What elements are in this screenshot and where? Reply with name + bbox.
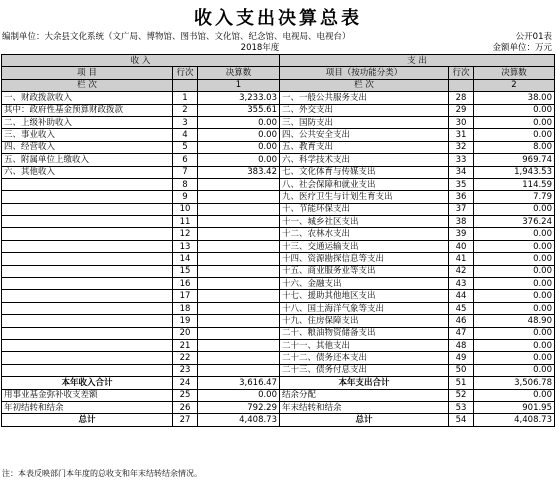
- income-lane-blank: [173, 79, 198, 91]
- table-row: [2, 129, 555, 141]
- table-row: [2, 339, 555, 351]
- lane-header-row: [2, 79, 555, 91]
- summary-table: [1, 54, 555, 427]
- expense-line-cell: 28: [449, 92, 474, 104]
- income-item-cell: [2, 302, 173, 314]
- income-item-cell: [2, 191, 173, 203]
- expense-amount-cell: 0.00: [474, 389, 555, 401]
- income-amount-cell: [198, 352, 280, 364]
- expense-amount-cell: 0.00: [474, 104, 555, 116]
- amount-unit: 金额单位：万元: [492, 43, 552, 53]
- income-amount-header: 决算数: [198, 67, 280, 79]
- expense-item-cell: 年末结转和结余: [280, 401, 449, 413]
- income-item-cell: [2, 240, 173, 252]
- expense-line-cell: 40: [449, 240, 474, 252]
- table-row: [2, 191, 555, 203]
- income-item-cell: [2, 203, 173, 215]
- expense-line-cell: 37: [449, 203, 474, 215]
- expense-amount-cell: 48.90: [474, 315, 555, 327]
- income-amount-cell: 0.00: [198, 129, 280, 141]
- income-col-number: 1: [198, 79, 280, 91]
- table-row: [2, 302, 555, 314]
- income-amount-cell: [198, 302, 280, 314]
- expense-item-cell: 八、社会保障和就业支出: [280, 178, 449, 190]
- expense-item-cell: 十七、援助其他地区支出: [280, 290, 449, 302]
- income-item-header: 项 目: [2, 67, 173, 79]
- expense-item-cell: 十一、城乡社区支出: [280, 216, 449, 228]
- income-line-cell: 7: [173, 166, 198, 178]
- income-amount-cell: [198, 265, 280, 277]
- income-line-cell: 1: [173, 92, 198, 104]
- expense-amount-cell: 0.00: [474, 364, 555, 376]
- table-row: [2, 327, 555, 339]
- income-line-cell: 2: [173, 104, 198, 116]
- expense-line-cell: 41: [449, 253, 474, 265]
- table-row: [2, 352, 555, 364]
- expense-line-cell: 53: [449, 401, 474, 413]
- income-line-cell: 15: [173, 265, 198, 277]
- table-row: [2, 228, 555, 240]
- income-amount-cell: 792.29: [198, 401, 280, 413]
- expense-line-cell: 43: [449, 278, 474, 290]
- income-item-cell: [2, 228, 173, 240]
- expense-amount-cell: 0.00: [474, 302, 555, 314]
- income-item-cell: 三、事业收入: [2, 129, 173, 141]
- income-amount-cell: [198, 327, 280, 339]
- expense-amount-cell: 376.24: [474, 216, 555, 228]
- expense-amount-cell: 0.00: [474, 129, 555, 141]
- income-line-cell: 4: [173, 129, 198, 141]
- expense-line-cell: 30: [449, 116, 474, 128]
- table-row: [2, 278, 555, 290]
- expense-header: 支 出: [280, 55, 555, 67]
- expense-item-cell: 本年支出合计: [280, 377, 449, 389]
- income-amount-cell: [198, 315, 280, 327]
- income-amount-cell: 0.00: [198, 154, 280, 166]
- expense-item-cell: 二十三、债务付息支出: [280, 364, 449, 376]
- expense-item-header: 项目（按功能分类）: [280, 67, 449, 79]
- expense-line-cell: 29: [449, 104, 474, 116]
- income-header: 收 入: [2, 55, 280, 67]
- expense-line-cell: 54: [449, 414, 474, 426]
- income-line-cell: 9: [173, 191, 198, 203]
- expense-amount-cell: 0.00: [474, 228, 555, 240]
- income-amount-cell: 4,408.73: [198, 414, 280, 426]
- expense-item-cell: 十、节能环保支出: [280, 203, 449, 215]
- compiling-unit: 编制单位：大余县文化系统（文广局、博物馆、图书馆、文化馆、纪念馆、电视局、电视台）: [2, 32, 351, 42]
- expense-item-cell: 一、一般公共服务支出: [280, 92, 449, 104]
- income-item-cell: [2, 364, 173, 376]
- expense-amount-cell: 114.59: [474, 178, 555, 190]
- expense-amount-cell: 0.00: [474, 253, 555, 265]
- income-line-cell: 11: [173, 216, 198, 228]
- expense-line-cell: 38: [449, 216, 474, 228]
- expense-line-cell: 39: [449, 228, 474, 240]
- expense-line-cell: 35: [449, 178, 474, 190]
- expense-item-cell: 七、文化体育与传媒支出: [280, 166, 449, 178]
- expense-line-cell: 52: [449, 389, 474, 401]
- expense-amount-cell: 38.00: [474, 92, 555, 104]
- expense-item-cell: 四、公共安全支出: [280, 129, 449, 141]
- expense-line-header: 行次: [449, 67, 474, 79]
- expense-item-cell: 总计: [280, 414, 449, 426]
- income-amount-cell: [198, 203, 280, 215]
- income-item-cell: [2, 265, 173, 277]
- expense-item-cell: 十三、交通运输支出: [280, 240, 449, 252]
- expense-line-cell: 51: [449, 377, 474, 389]
- income-line-cell: 12: [173, 228, 198, 240]
- income-amount-cell: [198, 191, 280, 203]
- income-amount-cell: [198, 253, 280, 265]
- expense-amount-cell: 0.00: [474, 203, 555, 215]
- expense-item-cell: 十九、住房保障支出: [280, 315, 449, 327]
- expense-amount-cell: 1,943.53: [474, 166, 555, 178]
- expense-line-cell: 45: [449, 302, 474, 314]
- section-header-row: [2, 55, 555, 67]
- income-amount-cell: 0.00: [198, 116, 280, 128]
- expense-amount-cell: 0.00: [474, 265, 555, 277]
- income-line-cell: 10: [173, 203, 198, 215]
- expense-lane-blank: [449, 79, 474, 91]
- income-line-cell: 5: [173, 141, 198, 153]
- total-row: [2, 414, 555, 426]
- expense-amount-cell: 0.00: [474, 278, 555, 290]
- expense-amount-cell: 901.95: [474, 401, 555, 413]
- income-item-cell: 年初结转和结余: [2, 401, 173, 413]
- income-item-cell: [2, 253, 173, 265]
- expense-amount-cell: 0.00: [474, 116, 555, 128]
- expense-line-cell: 42: [449, 265, 474, 277]
- expense-item-cell: 十六、金融支出: [280, 278, 449, 290]
- income-line-cell: 19: [173, 315, 198, 327]
- income-item-cell: [2, 278, 173, 290]
- income-amount-cell: [198, 240, 280, 252]
- income-amount-cell: [198, 228, 280, 240]
- expense-item-cell: 十八、国土海洋气象等支出: [280, 302, 449, 314]
- income-line-cell: 22: [173, 352, 198, 364]
- expense-amount-cell: 7.79: [474, 191, 555, 203]
- expense-amount-cell: 0.00: [474, 240, 555, 252]
- income-item-cell: 总计: [2, 414, 173, 426]
- income-line-cell: 24: [173, 377, 198, 389]
- expense-line-cell: 50: [449, 364, 474, 376]
- income-line-cell: 25: [173, 389, 198, 401]
- expense-line-cell: 44: [449, 290, 474, 302]
- expense-line-cell: 31: [449, 129, 474, 141]
- income-item-cell: 一、财政拨款收入: [2, 92, 173, 104]
- income-line-cell: 3: [173, 116, 198, 128]
- expense-item-cell: 二十二、债务还本支出: [280, 352, 449, 364]
- income-item-cell: [2, 178, 173, 190]
- expense-item-cell: 三、国防支出: [280, 116, 449, 128]
- expense-line-cell: 32: [449, 141, 474, 153]
- table-row: [2, 240, 555, 252]
- income-line-cell: 14: [173, 253, 198, 265]
- income-item-cell: 其中：政府性基金预算财政拨款: [2, 104, 173, 116]
- table-row: [2, 253, 555, 265]
- form-code: 公开01表: [515, 32, 552, 42]
- expense-item-cell: 二、外交支出: [280, 104, 449, 116]
- table-row: [2, 290, 555, 302]
- expense-amount-cell: 4,408.73: [474, 414, 555, 426]
- expense-line-cell: 49: [449, 352, 474, 364]
- expense-amount-cell: 0.00: [474, 327, 555, 339]
- report-year: 2018年度: [240, 43, 280, 53]
- income-amount-cell: 355.61: [198, 104, 280, 116]
- income-amount-cell: 0.00: [198, 389, 280, 401]
- total-row: [2, 377, 555, 389]
- total-row: [2, 389, 555, 401]
- income-amount-cell: [198, 216, 280, 228]
- table-row: [2, 92, 555, 104]
- footnote: 注：本表反映部门本年度的总收支和年末结转结余情况。: [2, 469, 202, 478]
- income-line-cell: 18: [173, 302, 198, 314]
- income-line-cell: 13: [173, 240, 198, 252]
- income-item-cell: [2, 290, 173, 302]
- expense-line-cell: 48: [449, 339, 474, 351]
- expense-item-cell: 十四、资源勘探信息等支出: [280, 253, 449, 265]
- expense-item-cell: 结余分配: [280, 389, 449, 401]
- income-line-cell: 20: [173, 327, 198, 339]
- expense-amount-cell: 0.00: [474, 290, 555, 302]
- table-row: [2, 364, 555, 376]
- income-item-cell: [2, 327, 173, 339]
- income-line-header: 行次: [173, 67, 198, 79]
- income-amount-cell: [198, 278, 280, 290]
- income-line-cell: 16: [173, 278, 198, 290]
- expense-item-cell: 二十、粮油物资储备支出: [280, 327, 449, 339]
- expense-line-cell: 33: [449, 154, 474, 166]
- table-row: [2, 178, 555, 190]
- expense-amount-header: 决算数: [474, 67, 555, 79]
- income-item-cell: 四、经营收入: [2, 141, 173, 153]
- expense-amount-cell: 969.74: [474, 154, 555, 166]
- table-row: [2, 216, 555, 228]
- expense-item-cell: 十二、农林水支出: [280, 228, 449, 240]
- table-row: [2, 104, 555, 116]
- expense-line-cell: 47: [449, 327, 474, 339]
- income-line-cell: 27: [173, 414, 198, 426]
- income-amount-cell: 3,616.47: [198, 377, 280, 389]
- table-row: [2, 265, 555, 277]
- table-row: [2, 315, 555, 327]
- expense-item-cell: 十五、商业服务业等支出: [280, 265, 449, 277]
- expense-lane-header: 栏 次: [280, 79, 449, 91]
- expense-amount-cell: 3,506.78: [474, 377, 555, 389]
- table-row: [2, 154, 555, 166]
- income-line-cell: 17: [173, 290, 198, 302]
- income-item-cell: 六、其他收入: [2, 166, 173, 178]
- income-amount-cell: [198, 178, 280, 190]
- expense-line-cell: 46: [449, 315, 474, 327]
- column-header-row: [2, 67, 555, 79]
- income-lane-header: 栏 次: [2, 79, 173, 91]
- expense-item-cell: 五、教育支出: [280, 141, 449, 153]
- income-item-cell: [2, 352, 173, 364]
- income-amount-cell: [198, 364, 280, 376]
- income-amount-cell: 383.42: [198, 166, 280, 178]
- expense-amount-cell: 8.00: [474, 141, 555, 153]
- income-line-cell: 21: [173, 339, 198, 351]
- expense-amount-cell: 0.00: [474, 352, 555, 364]
- expense-line-cell: 36: [449, 191, 474, 203]
- table-row: [2, 166, 555, 178]
- income-line-cell: 6: [173, 154, 198, 166]
- table-row: [2, 116, 555, 128]
- income-item-cell: 用事业基金弥补收支差额: [2, 389, 173, 401]
- income-amount-cell: 3,233.03: [198, 92, 280, 104]
- income-item-cell: 五、附属单位上缴收入: [2, 154, 173, 166]
- income-amount-cell: [198, 339, 280, 351]
- income-amount-cell: 0.00: [198, 141, 280, 153]
- income-amount-cell: [198, 290, 280, 302]
- report-title: 收入支出决算总表: [194, 8, 362, 29]
- income-item-cell: [2, 315, 173, 327]
- table-row: [2, 141, 555, 153]
- income-line-cell: 26: [173, 401, 198, 413]
- expense-item-cell: 九、医疗卫生与计划生育支出: [280, 191, 449, 203]
- total-row: [2, 401, 555, 413]
- income-item-cell: 本年收入合计: [2, 377, 173, 389]
- income-item-cell: [2, 216, 173, 228]
- table-row: [2, 203, 555, 215]
- expense-line-cell: 34: [449, 166, 474, 178]
- expense-amount-cell: 0.00: [474, 339, 555, 351]
- income-line-cell: 8: [173, 178, 198, 190]
- income-item-cell: 二、上级补助收入: [2, 116, 173, 128]
- expense-item-cell: 六、科学技术支出: [280, 154, 449, 166]
- income-item-cell: [2, 339, 173, 351]
- expense-col-number: 2: [474, 79, 555, 91]
- income-line-cell: 23: [173, 364, 198, 376]
- expense-item-cell: 二十一、其他支出: [280, 339, 449, 351]
